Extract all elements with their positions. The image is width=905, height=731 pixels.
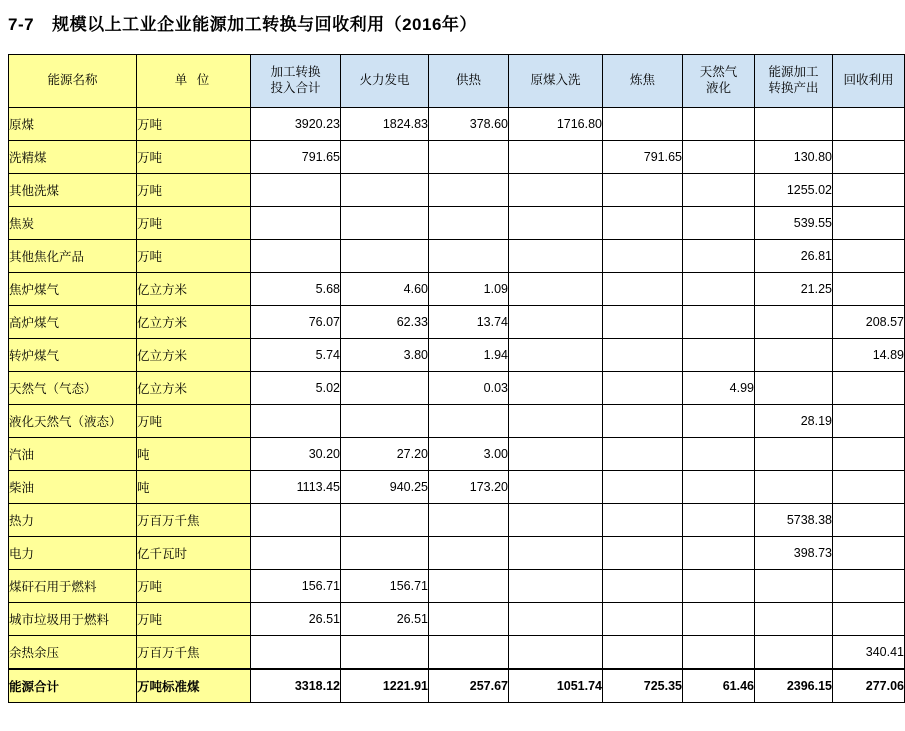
cell-value [509, 537, 603, 570]
cell-value [509, 471, 603, 504]
cell-value [603, 174, 683, 207]
cell-value: 5.02 [251, 372, 341, 405]
cell-value [833, 603, 905, 636]
cell-value [603, 108, 683, 141]
cell-value: 28.19 [755, 405, 833, 438]
cell-unit: 亿千瓦时 [137, 537, 251, 570]
cell-value: 208.57 [833, 306, 905, 339]
cell-unit: 万百万千焦 [137, 504, 251, 537]
cell-value: 156.71 [251, 570, 341, 603]
cell-unit: 万吨 [137, 240, 251, 273]
cell-value [833, 438, 905, 471]
cell-unit: 万百万千焦 [137, 636, 251, 670]
cell-value [429, 504, 509, 537]
cell-energy-name: 能源合计 [9, 669, 137, 703]
cell-value [755, 372, 833, 405]
table-row [9, 570, 905, 603]
cell-unit: 亿立方米 [137, 306, 251, 339]
cell-value [603, 504, 683, 537]
cell-value [833, 240, 905, 273]
cell-unit: 万吨 [137, 207, 251, 240]
cell-value [251, 174, 341, 207]
table-row [9, 603, 905, 636]
cell-value: 1051.74 [509, 669, 603, 703]
header-energy-name: 能源名称 [9, 55, 137, 108]
cell-value [755, 108, 833, 141]
cell-value: 26.81 [755, 240, 833, 273]
cell-energy-name: 焦炭 [9, 207, 137, 240]
cell-value [683, 438, 755, 471]
cell-unit: 万吨 [137, 108, 251, 141]
table-row [9, 207, 905, 240]
header-coking: 炼焦 [603, 55, 683, 108]
cell-value [429, 603, 509, 636]
cell-value: 4.99 [683, 372, 755, 405]
cell-energy-name: 汽油 [9, 438, 137, 471]
cell-unit: 万吨标准煤 [137, 669, 251, 703]
cell-value: 156.71 [341, 570, 429, 603]
cell-value [833, 471, 905, 504]
cell-value [603, 207, 683, 240]
cell-value [429, 240, 509, 273]
cell-value [683, 339, 755, 372]
cell-value [341, 141, 429, 174]
cell-value: 257.67 [429, 669, 509, 703]
table-row [9, 174, 905, 207]
cell-value [251, 240, 341, 273]
cell-value [251, 537, 341, 570]
cell-energy-name: 天然气（气态） [9, 372, 137, 405]
cell-value: 1255.02 [755, 174, 833, 207]
table-row [9, 108, 905, 141]
cell-value [603, 306, 683, 339]
cell-value [603, 471, 683, 504]
cell-value: 1716.80 [509, 108, 603, 141]
header-thermal-power: 火力发电 [341, 55, 429, 108]
cell-value [429, 636, 509, 670]
cell-value [683, 471, 755, 504]
cell-value [603, 405, 683, 438]
cell-value [683, 273, 755, 306]
cell-unit: 吨 [137, 438, 251, 471]
cell-value: 76.07 [251, 306, 341, 339]
cell-value [341, 372, 429, 405]
cell-value: 173.20 [429, 471, 509, 504]
cell-energy-name: 电力 [9, 537, 137, 570]
table-row [9, 504, 905, 537]
cell-value [755, 339, 833, 372]
cell-energy-name: 煤矸石用于燃料 [9, 570, 137, 603]
cell-value [683, 570, 755, 603]
cell-value [833, 207, 905, 240]
cell-value: 61.46 [683, 669, 755, 703]
cell-value: 21.25 [755, 273, 833, 306]
cell-value [833, 537, 905, 570]
header-raw-coal-washing: 原煤入洗 [509, 55, 603, 108]
cell-value: 0.03 [429, 372, 509, 405]
cell-value [509, 339, 603, 372]
cell-value [251, 504, 341, 537]
cell-value: 277.06 [833, 669, 905, 703]
cell-value [683, 636, 755, 670]
cell-value: 1113.45 [251, 471, 341, 504]
cell-value: 130.80 [755, 141, 833, 174]
header-heat-supply: 供热 [429, 55, 509, 108]
cell-value [683, 108, 755, 141]
cell-energy-name: 其他洗煤 [9, 174, 137, 207]
cell-value [683, 405, 755, 438]
cell-energy-name: 焦炉煤气 [9, 273, 137, 306]
cell-value [251, 405, 341, 438]
cell-value [429, 207, 509, 240]
cell-value [341, 240, 429, 273]
cell-value [603, 570, 683, 603]
cell-value [429, 141, 509, 174]
cell-value: 5.74 [251, 339, 341, 372]
cell-energy-name: 原煤 [9, 108, 137, 141]
cell-value: 2396.15 [755, 669, 833, 703]
cell-value [509, 405, 603, 438]
header-unit: 单 位 [137, 55, 251, 108]
cell-value [683, 306, 755, 339]
header-gas-liquefaction: 天然气 液化 [683, 55, 755, 108]
cell-value: 791.65 [251, 141, 341, 174]
cell-value [509, 372, 603, 405]
cell-value [509, 438, 603, 471]
cell-value [603, 273, 683, 306]
cell-value [341, 636, 429, 670]
cell-value [833, 174, 905, 207]
cell-value [683, 240, 755, 273]
cell-value: 26.51 [341, 603, 429, 636]
cell-value: 1824.83 [341, 108, 429, 141]
cell-value [755, 636, 833, 670]
table-header-row [9, 55, 905, 108]
cell-value: 3920.23 [251, 108, 341, 141]
cell-value: 398.73 [755, 537, 833, 570]
cell-unit: 亿立方米 [137, 273, 251, 306]
cell-value [341, 207, 429, 240]
cell-value [603, 240, 683, 273]
table-row [9, 372, 905, 405]
cell-value [683, 174, 755, 207]
cell-value: 539.55 [755, 207, 833, 240]
table-row [9, 537, 905, 570]
cell-value: 1.94 [429, 339, 509, 372]
cell-value [509, 141, 603, 174]
cell-value [509, 240, 603, 273]
cell-value [603, 636, 683, 670]
cell-value [429, 174, 509, 207]
title-text: 规模以上工业企业能源加工转换与回收利用（2016年） [52, 15, 477, 34]
cell-value [341, 405, 429, 438]
table-header [9, 55, 905, 108]
cell-value [509, 174, 603, 207]
cell-value [509, 207, 603, 240]
cell-energy-name: 其他焦化产品 [9, 240, 137, 273]
cell-unit: 万吨 [137, 603, 251, 636]
cell-value [833, 141, 905, 174]
cell-value [509, 570, 603, 603]
cell-energy-name: 高炉煤气 [9, 306, 137, 339]
cell-value: 5.68 [251, 273, 341, 306]
cell-value [429, 537, 509, 570]
cell-value [341, 537, 429, 570]
cell-value [833, 405, 905, 438]
cell-value: 3.00 [429, 438, 509, 471]
cell-energy-name: 转炉煤气 [9, 339, 137, 372]
title-number: 7-7 [8, 15, 35, 34]
cell-value [683, 504, 755, 537]
cell-value [603, 537, 683, 570]
cell-value: 791.65 [603, 141, 683, 174]
cell-value [251, 636, 341, 670]
cell-value [833, 108, 905, 141]
cell-value [755, 471, 833, 504]
cell-energy-name: 洗精煤 [9, 141, 137, 174]
table-body [9, 108, 905, 703]
cell-value [683, 207, 755, 240]
table-row [9, 306, 905, 339]
cell-unit: 万吨 [137, 570, 251, 603]
cell-value: 3.80 [341, 339, 429, 372]
cell-value [833, 372, 905, 405]
cell-value [509, 603, 603, 636]
cell-value: 62.33 [341, 306, 429, 339]
cell-value: 5738.38 [755, 504, 833, 537]
cell-value [429, 570, 509, 603]
cell-value [509, 504, 603, 537]
cell-value: 1.09 [429, 273, 509, 306]
table-row [9, 141, 905, 174]
cell-value [341, 504, 429, 537]
cell-value: 4.60 [341, 273, 429, 306]
cell-value [683, 141, 755, 174]
cell-energy-name: 热力 [9, 504, 137, 537]
cell-value [509, 306, 603, 339]
cell-unit: 万吨 [137, 405, 251, 438]
cell-value: 940.25 [341, 471, 429, 504]
cell-value [833, 570, 905, 603]
cell-value [755, 306, 833, 339]
cell-unit: 吨 [137, 471, 251, 504]
cell-value [251, 207, 341, 240]
cell-value [683, 537, 755, 570]
cell-value [603, 372, 683, 405]
cell-value [755, 603, 833, 636]
cell-value: 1221.91 [341, 669, 429, 703]
cell-value: 14.89 [833, 339, 905, 372]
cell-value [429, 405, 509, 438]
cell-value: 3318.12 [251, 669, 341, 703]
table-row [9, 636, 905, 670]
table-total-row [9, 669, 905, 703]
cell-value [755, 438, 833, 471]
cell-value [755, 570, 833, 603]
cell-value [509, 273, 603, 306]
cell-value [603, 438, 683, 471]
cell-unit: 万吨 [137, 141, 251, 174]
cell-value: 26.51 [251, 603, 341, 636]
cell-energy-name: 液化天然气（液态） [9, 405, 137, 438]
table-row [9, 438, 905, 471]
cell-value [509, 636, 603, 670]
table-row [9, 471, 905, 504]
table-row [9, 240, 905, 273]
cell-value: 27.20 [341, 438, 429, 471]
cell-energy-name: 余热余压 [9, 636, 137, 670]
cell-unit: 万吨 [137, 174, 251, 207]
page-title [0, 0, 892, 35]
cell-unit: 亿立方米 [137, 339, 251, 372]
table-row [9, 273, 905, 306]
cell-value [603, 339, 683, 372]
cell-value: 13.74 [429, 306, 509, 339]
cell-value: 30.20 [251, 438, 341, 471]
cell-value: 340.41 [833, 636, 905, 670]
cell-value: 378.60 [429, 108, 509, 141]
cell-value [833, 504, 905, 537]
cell-energy-name: 城市垃圾用于燃料 [9, 603, 137, 636]
cell-value: 725.35 [603, 669, 683, 703]
cell-value [833, 273, 905, 306]
header-conversion-output: 能源加工 转换产出 [755, 55, 833, 108]
cell-value [683, 603, 755, 636]
header-conversion-input-total: 加工转换 投入合计 [251, 55, 341, 108]
cell-value [341, 174, 429, 207]
cell-unit: 亿立方米 [137, 372, 251, 405]
table-row [9, 339, 905, 372]
table-row [9, 405, 905, 438]
cell-energy-name: 柴油 [9, 471, 137, 504]
energy-conversion-table [8, 54, 905, 703]
cell-value [603, 603, 683, 636]
header-recovery-use: 回收利用 [833, 55, 905, 108]
